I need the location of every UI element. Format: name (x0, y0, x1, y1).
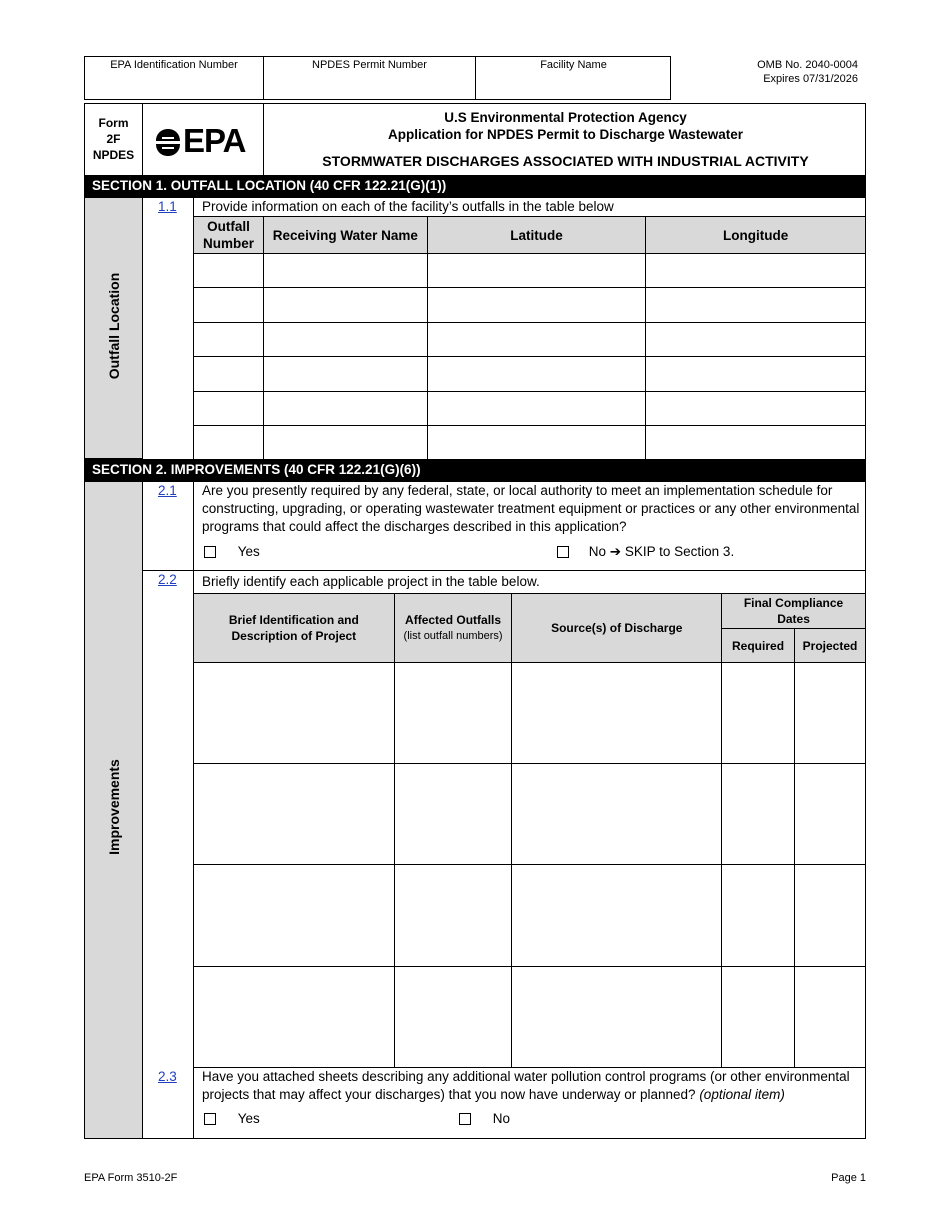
required-date-input[interactable] (722, 865, 795, 967)
footer-page-number: Page 1 (831, 1172, 866, 1184)
table-row (194, 323, 866, 357)
form-line-1: Form (98, 116, 129, 130)
longitude-input[interactable] (646, 254, 866, 288)
yes-checkbox[interactable] (204, 546, 216, 558)
outfall-number-input[interactable] (194, 392, 264, 426)
affected-outfalls-input[interactable] (394, 865, 512, 967)
outfall-number-input[interactable] (194, 323, 264, 357)
longitude-input[interactable] (646, 392, 866, 426)
col-final-line-2: Dates (777, 612, 810, 626)
question-2-3-no-option[interactable] (459, 1110, 510, 1128)
source-discharge-input[interactable] (512, 967, 722, 1068)
yes-label: Yes (237, 544, 260, 559)
omb-number (700, 58, 858, 86)
question-2-1-line-1: Are you presently required by any federal, state, or local authority to meet an implementation schedule for (202, 483, 833, 498)
section-2-sidebar (84, 482, 143, 1139)
expires-text: Expires 07/31/2026 (763, 73, 858, 85)
receiving-water-input[interactable] (263, 392, 427, 426)
latitude-input[interactable] (427, 254, 646, 288)
table-row (194, 967, 866, 1068)
arrow-right-icon: ➔ (609, 544, 622, 559)
epa-id-field[interactable] (85, 57, 264, 99)
projected-date-input[interactable] (795, 764, 866, 865)
longitude-input[interactable] (646, 323, 866, 357)
question-2-3-line-1: Have you attached sheets describing any additional water pollution control programs (or other environmental (202, 1069, 850, 1084)
projected-date-input[interactable] (795, 967, 866, 1068)
receiving-water-input[interactable] (263, 323, 427, 357)
outfall-number-input[interactable] (194, 288, 264, 323)
required-date-input[interactable] (722, 663, 795, 764)
col-affected-outfalls (394, 594, 512, 663)
longitude-input[interactable] (646, 426, 866, 460)
epa-logo (143, 104, 264, 175)
question-2-3-line-2: projects that may affect your discharges) that you now have underway or planned? (202, 1087, 696, 1102)
project-description-input[interactable] (194, 663, 395, 764)
col-outfall-number (194, 217, 264, 254)
form-subtitle: STORMWATER DISCHARGES ASSOCIATED WITH INDUSTRIAL ACTIVITY (322, 153, 809, 169)
yes-checkbox[interactable] (204, 1113, 216, 1125)
question-2-1-no-option[interactable] (557, 543, 734, 561)
col-project-description (194, 594, 395, 663)
npdes-permit-field[interactable] (264, 57, 476, 99)
no-label: No (588, 544, 607, 559)
col-final-compliance (722, 594, 866, 629)
section-1-sidebar (84, 198, 143, 459)
question-1-1-number[interactable]: 1.1 (158, 199, 177, 214)
question-2-3-number[interactable]: 2.3 (158, 1069, 177, 1084)
projected-date-input[interactable] (795, 865, 866, 967)
col-receiving-water: Receiving Water Name (263, 217, 427, 254)
epa-logo-text: EPA (183, 122, 246, 159)
table-row (194, 426, 866, 460)
col-outfall-line-1: Outfall (207, 219, 250, 234)
question-2-3-yes-option[interactable] (204, 1110, 260, 1128)
outfall-table (193, 216, 866, 460)
table-row (194, 392, 866, 426)
latitude-input[interactable] (427, 357, 646, 392)
col-project-line-1: Brief Identification and (228, 613, 359, 627)
question-2-1-line-2: constructing, upgrading, or operating wastewater treatment equipment or practices or any other environmental (202, 501, 860, 516)
longitude-input[interactable] (646, 357, 866, 392)
question-2-2-number[interactable]: 2.2 (158, 572, 177, 587)
application-title: Application for NPDES Permit to Discharge Wastewater (387, 127, 744, 142)
table-row (194, 288, 866, 323)
source-discharge-input[interactable] (512, 865, 722, 967)
optional-item-label: (optional item) (699, 1087, 785, 1102)
section-2-heading: SECTION 2. IMPROVEMENTS (40 CFR 122.21(G)(6)) (84, 459, 866, 482)
no-label: No (492, 1111, 511, 1126)
outfall-number-input[interactable] (194, 254, 264, 288)
affected-outfalls-input[interactable] (394, 663, 512, 764)
table-row (194, 764, 866, 865)
col-outfalls-note: (list outfall numbers) (403, 630, 503, 642)
receiving-water-input[interactable] (263, 254, 427, 288)
projected-date-input[interactable] (795, 663, 866, 764)
title-block (84, 103, 866, 175)
no-checkbox[interactable] (557, 546, 569, 558)
epa-logo-icon (153, 127, 183, 157)
latitude-input[interactable] (427, 392, 646, 426)
form-line-3: NPDES (92, 148, 135, 162)
title-text (264, 104, 867, 175)
col-outfall-line-2: Number (202, 236, 254, 251)
col-longitude: Longitude (646, 217, 866, 254)
outfall-number-input[interactable] (194, 357, 264, 392)
facility-name-field[interactable] (476, 57, 671, 99)
omb-text: OMB No. 2040-0004 (757, 59, 858, 71)
receiving-water-input[interactable] (263, 357, 427, 392)
identification-box (84, 56, 671, 100)
source-discharge-input[interactable] (512, 764, 722, 865)
col-required: Required (722, 629, 795, 663)
section-2-sidebar-label: Improvements (106, 759, 122, 855)
latitude-input[interactable] (427, 288, 646, 323)
longitude-input[interactable] (646, 288, 866, 323)
epa-id-label: EPA Identification Number (110, 59, 238, 71)
npdes-permit-label: NPDES Permit Number (312, 59, 427, 71)
col-source-discharge: Source(s) of Discharge (512, 594, 722, 663)
table-row (194, 663, 866, 764)
section-1-heading: SECTION 1. OUTFALL LOCATION (40 CFR 122.21(G)(1)) (84, 175, 866, 198)
agency-name: U.S Environmental Protection Agency (444, 110, 687, 125)
question-2-3-text (202, 1068, 862, 1104)
required-date-input[interactable] (722, 764, 795, 865)
section-1-sidebar-label: Outfall Location (106, 272, 122, 380)
col-final-line-1: Final Compliance (743, 596, 844, 610)
col-outfalls-title: Affected Outfalls (405, 613, 502, 627)
question-2-3-line-2-wrap (202, 1086, 862, 1104)
form-line-2: 2F (106, 132, 121, 146)
projects-table (193, 593, 866, 1068)
table-row (194, 357, 866, 392)
project-description-input[interactable] (194, 764, 395, 865)
question-2-1-line-3: programs that could affect the discharges described in this application? (202, 519, 627, 534)
question-2-1-text (202, 482, 862, 536)
table-row (194, 254, 866, 288)
question-2-1-yes-option[interactable] (204, 543, 260, 561)
question-2-2-text: Briefly identify each applicable project in the table below. (202, 574, 540, 589)
question-1-1-text: Provide information on each of the facility’s outfalls in the table below (202, 199, 614, 214)
divider (143, 570, 866, 571)
receiving-water-input[interactable] (263, 426, 427, 460)
no-checkbox[interactable] (459, 1113, 471, 1125)
affected-outfalls-input[interactable] (394, 764, 512, 865)
outfall-number-input[interactable] (194, 426, 264, 460)
question-2-1-number[interactable]: 2.1 (158, 483, 177, 498)
latitude-input[interactable] (427, 323, 646, 357)
required-date-input[interactable] (722, 967, 795, 1068)
skip-label: SKIP to Section 3. (624, 544, 735, 559)
table-row (194, 865, 866, 967)
facility-name-label: Facility Name (540, 59, 607, 71)
affected-outfalls-input[interactable] (394, 967, 512, 1068)
footer-form-id: EPA Form 3510-2F (84, 1172, 178, 1184)
receiving-water-input[interactable] (263, 288, 427, 323)
form-number (85, 104, 143, 175)
project-description-input[interactable] (194, 865, 395, 967)
col-latitude: Latitude (427, 217, 646, 254)
latitude-input[interactable] (427, 426, 646, 460)
col-projected: Projected (795, 629, 866, 663)
project-description-input[interactable] (194, 967, 395, 1068)
col-project-line-2: Description of Project (231, 629, 357, 643)
yes-label: Yes (237, 1111, 260, 1126)
source-discharge-input[interactable] (512, 663, 722, 764)
